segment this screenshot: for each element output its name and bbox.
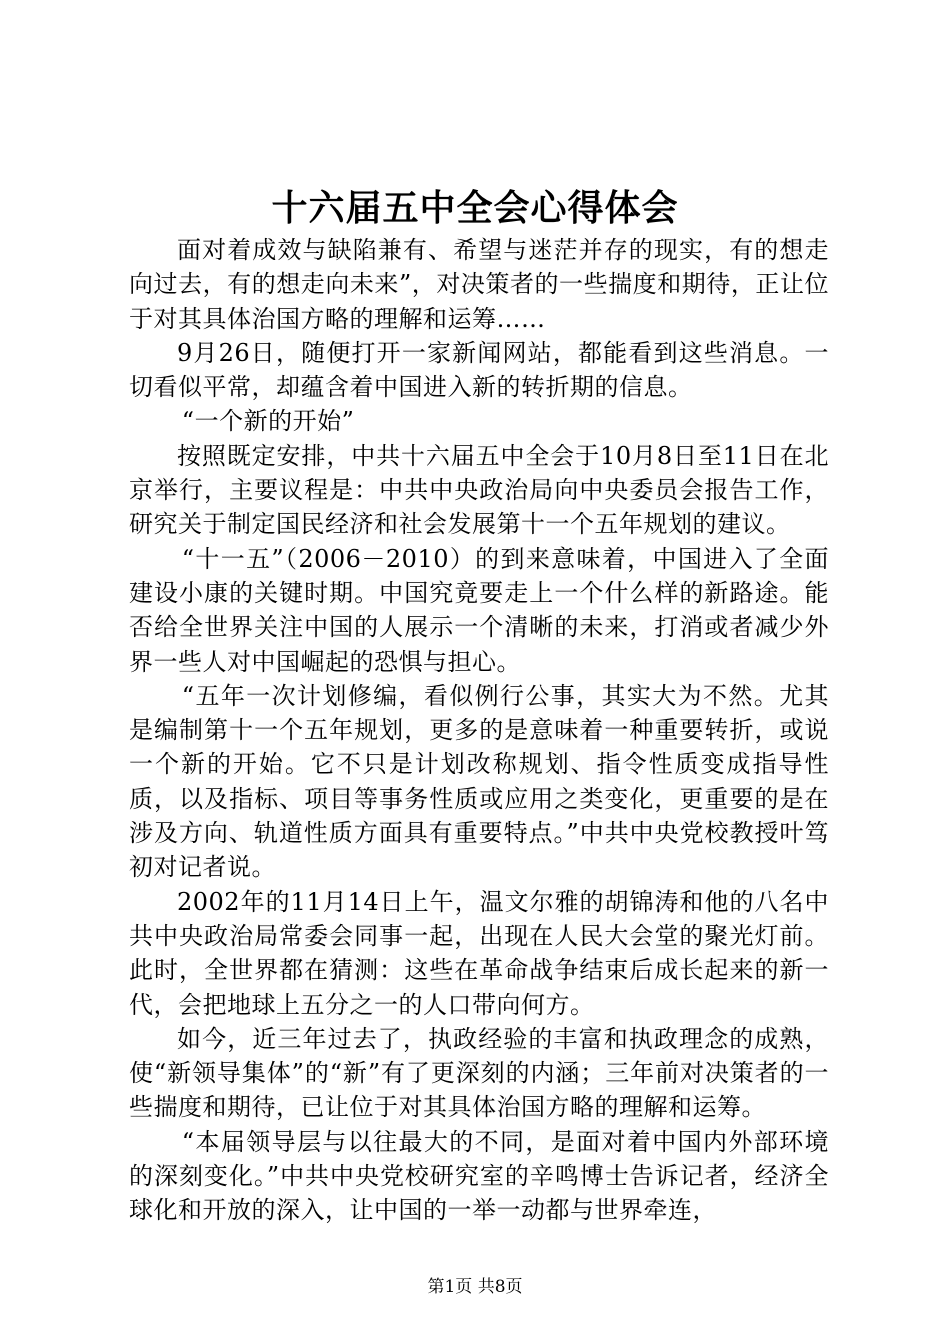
paragraph: “本届领导层与以往最大的不同，是面对着中国内外部环境的深刻变化。”中共中央党校研究室的辛鸣博士告诉记者，经济全球化和开放的深入，让中国的一举一动都与世界牵连，: [129, 1127, 829, 1225]
section-heading: “一个新的开始”: [181, 407, 355, 436]
paragraph: “十一五”（2006－2010）的到来意味着，中国进入了全面建设小康的关键时期。中国究竟要走上一个什么样的新路途。能否给全世界关注中国的人展示一个清晰的未来，打消或者减少外界一些人对中国崛起的恐惧与担心。: [129, 544, 829, 676]
paragraph: 9月26日，随便打开一家新闻网站，都能看到这些消息。一切看似平常，却蕴含着中国进入新的转折期的信息。: [129, 338, 829, 402]
paragraph: “五年一次计划修编，看似例行公事，其实大为不然。尤其是编制第十一个五年规划，更多的是意味着一种重要转折，或说一个新的开始。它不只是计划改称规划、指令性质变成指导性质，以及指标、项目等事务性质或应用之类变化，更重要的是在涉及方向、轨道性质方面具有重要特点。”中共中央党校教授叶笃初对记者说。: [129, 681, 829, 882]
paragraph: 2002年的11月14日上午，温文尔雅的胡锦涛和他的八名中共中央政治局常委会同事一起，出现在人民大会堂的聚光灯前。此时，全世界都在猜测：这些在革命战争结束后成长起来的新一代，会把地球上五分之一的人口带向何方。: [129, 887, 829, 1019]
document-body: [129, 233, 829, 1228]
page-footer: 第1页 共8页: [427, 1277, 523, 1297]
paragraph: 面对着成效与缺陷兼有、希望与迷茫并存的现实，有的想走向过去，有的想走向未来”，对决策者的一些揣度和期待，正让位于对其具体治国方略的理解和运筹……: [129, 236, 829, 333]
paragraph: 按照既定安排，中共十六届五中全会于10月8日至11日在北京举行，主要议程是：中共中央政治局向中央委员会报告工作，研究关于制定国民经济和社会发展第十一个五年规划的建议。: [129, 441, 829, 539]
paragraph: 如今，近三年过去了，执政经验的丰富和执政理念的成熟，使“新领导集体”的“新”有了更深刻的内涵；三年前对决策者的一些揣度和期待，已让位于对其具体治国方略的理解和运筹。: [129, 1024, 829, 1122]
document-title: 十六届五中全会心得体会: [271, 187, 679, 229]
